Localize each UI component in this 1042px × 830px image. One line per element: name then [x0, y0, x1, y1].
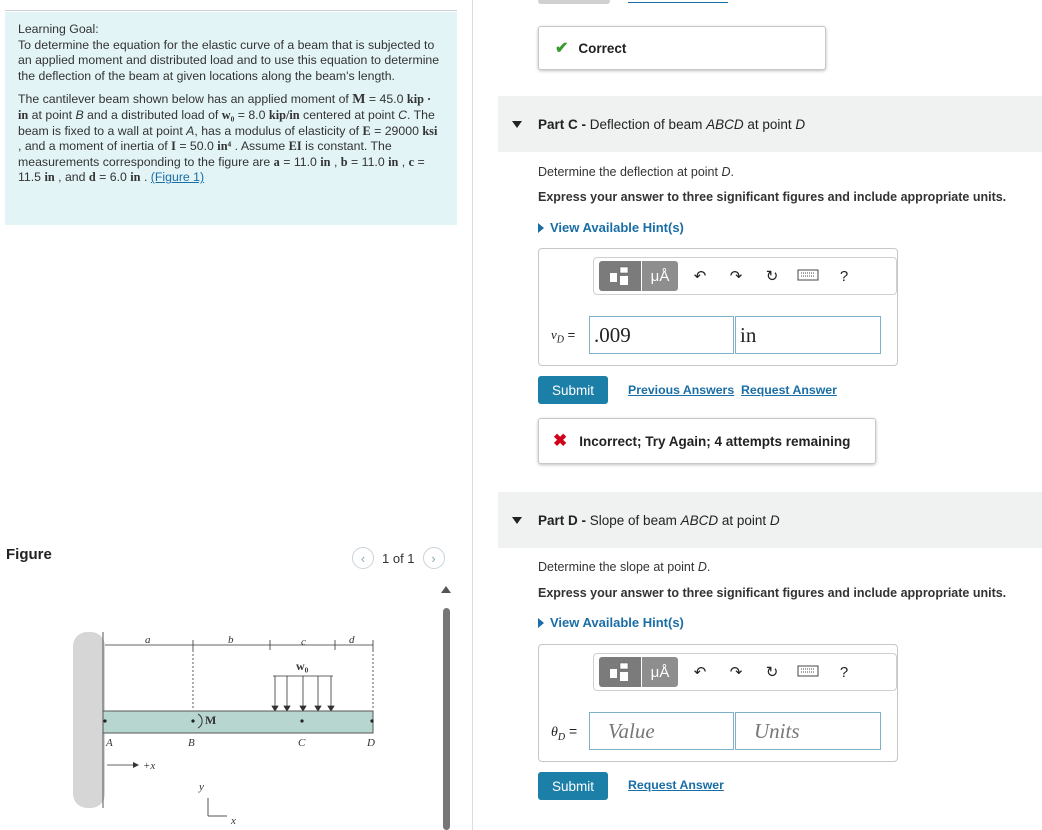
figure-page-count: 1 of 1	[382, 550, 415, 566]
chevron-left-icon: ‹	[360, 550, 366, 566]
help-button[interactable]: ?	[839, 663, 849, 681]
submit-button-top-fragment[interactable]	[538, 0, 610, 4]
y-axis-label: y	[199, 781, 204, 793]
part-c-units-input[interactable]: in	[735, 316, 881, 354]
collapse-triangle-icon	[512, 121, 522, 128]
top-divider	[5, 10, 457, 11]
part-b-status	[538, 26, 826, 70]
part-d-request-answer-link[interactable]: Request Answer	[628, 778, 724, 792]
part-c-previous-answers-link[interactable]: Previous Answers	[628, 383, 735, 397]
templates-icon	[609, 266, 631, 286]
reset-icon[interactable]: ↻	[765, 268, 779, 285]
beam-figure	[65, 620, 395, 830]
learning-goal-panel	[5, 12, 457, 225]
math-toolbar	[593, 257, 897, 295]
part-c-submit-button[interactable]: Submit	[538, 376, 608, 404]
collapse-triangle-icon	[512, 517, 522, 524]
caret-right-icon	[538, 223, 544, 233]
part-c-question: Determine the deflection at point D.	[538, 165, 734, 179]
part-d-value-input[interactable]: Value	[589, 712, 734, 750]
template-button[interactable]	[599, 657, 641, 687]
distributed-load-arrows	[272, 676, 334, 711]
part-d-instructions: Express your answer to three significant figures and include appropriate units.	[538, 586, 1007, 600]
template-button[interactable]	[599, 261, 641, 291]
point-c-label: C	[298, 737, 306, 749]
part-d-header[interactable]	[498, 492, 1042, 548]
keyboard-icon[interactable]	[790, 664, 826, 681]
part-d-answer-box	[538, 644, 898, 762]
figure-scrollbar[interactable]	[443, 608, 450, 830]
status-text: Correct	[578, 40, 627, 56]
dimension-lines	[105, 640, 373, 710]
part-c-hint-toggle[interactable]: View Available Hint(s)	[538, 220, 684, 235]
part-c-value-input[interactable]: .009	[589, 316, 734, 354]
part-d-question: Determine the slope at point D.	[538, 560, 711, 574]
units-button[interactable]: μÅ	[642, 261, 678, 291]
part-c-instructions: Express your answer to three significant figures and include appropriate units.	[538, 190, 1007, 204]
part-d-variable-label: $\theta_D$ =	[551, 723, 578, 743]
dim-c-label: c	[301, 636, 306, 648]
part-d-hint-toggle[interactable]: View Available Hint(s)	[538, 615, 684, 630]
part-c-request-answer-link[interactable]: Request Answer	[741, 383, 837, 397]
part-c-answer-box	[538, 248, 898, 366]
x-mark-icon: ✖	[553, 431, 568, 450]
beam	[103, 711, 373, 733]
part-d-title: Part D - Slope of beam ABCD at point D	[538, 512, 780, 528]
redo-icon[interactable]: ↷	[729, 664, 743, 681]
learning-goal-text	[18, 22, 443, 84]
plus-x-label: +x	[143, 760, 156, 772]
figure-1-link[interactable]: (Figure 1)	[150, 170, 205, 185]
reset-icon[interactable]: ↻	[765, 664, 779, 681]
keyboard-icon[interactable]	[790, 268, 826, 285]
problem-statement: The cantilever beam shown below has an applied moment of M = 45.0 kip · in at point B and a distributed load of w₀ = 8.0 kip/in centered at point C. The beam is fixed to a wall at point A, has a modulus of elasticity of E = 29000 ksi , and a moment of inertia of I = 50.0 in⁴ . Assume EI is constant. The measurements corresponding to the figure are a = 11.0 in , b = 11.0 in , c = 11.5 in , and d = 6.0 in . (Figure 1)	[18, 92, 438, 185]
redo-icon[interactable]: ↷	[729, 268, 743, 285]
next-figure-button[interactable]	[423, 547, 445, 569]
part-c-feedback	[538, 418, 876, 464]
learning-goal-heading: Learning Goal:	[18, 22, 99, 36]
point-a-label: A	[106, 737, 113, 749]
checkmark-icon: ✔	[555, 40, 569, 57]
part-d-submit-button[interactable]: Submit	[538, 772, 608, 800]
moment-label: M	[205, 713, 217, 727]
undo-icon[interactable]: ↶	[693, 268, 707, 285]
figure-pager	[352, 547, 445, 569]
part-c-title: Part C - Deflection of beam ABCD at point D	[538, 116, 806, 132]
wall	[73, 632, 105, 808]
scroll-up-arrow[interactable]	[441, 586, 451, 593]
math-toolbar	[593, 653, 897, 691]
learning-goal-body: To determine the equation for the elastic curve of a beam that is subjected to an applied moment and distributed load and to use this equation to determine the deflection of the beam at given locations along the beam's length.	[18, 37, 440, 83]
chevron-right-icon: ›	[431, 550, 436, 566]
pane-divider	[472, 0, 473, 830]
figure-title: Figure	[6, 546, 52, 563]
feedback-text: Incorrect; Try Again; 4 attempts remaining	[579, 433, 851, 449]
units-button[interactable]: μÅ	[642, 657, 678, 687]
part-c-header[interactable]	[498, 96, 1042, 152]
x-axis-label: x	[231, 815, 236, 827]
previous-answers-link-fragment[interactable]	[628, 0, 728, 3]
w0-label: w₀	[296, 659, 309, 673]
point-b-label: B	[188, 737, 195, 749]
help-button[interactable]: ?	[839, 267, 849, 285]
undo-icon[interactable]: ↶	[693, 664, 707, 681]
prev-figure-button[interactable]	[352, 547, 374, 569]
point-d-label: D	[367, 737, 375, 749]
dim-b-label: b	[228, 634, 234, 646]
dim-d-label: d	[349, 634, 355, 646]
templates-icon	[609, 662, 631, 682]
part-c-variable-label: $v_D$ =	[551, 327, 576, 346]
caret-right-icon	[538, 618, 544, 628]
part-d-units-input[interactable]: Units	[735, 712, 881, 750]
dim-a-label: a	[145, 634, 151, 646]
